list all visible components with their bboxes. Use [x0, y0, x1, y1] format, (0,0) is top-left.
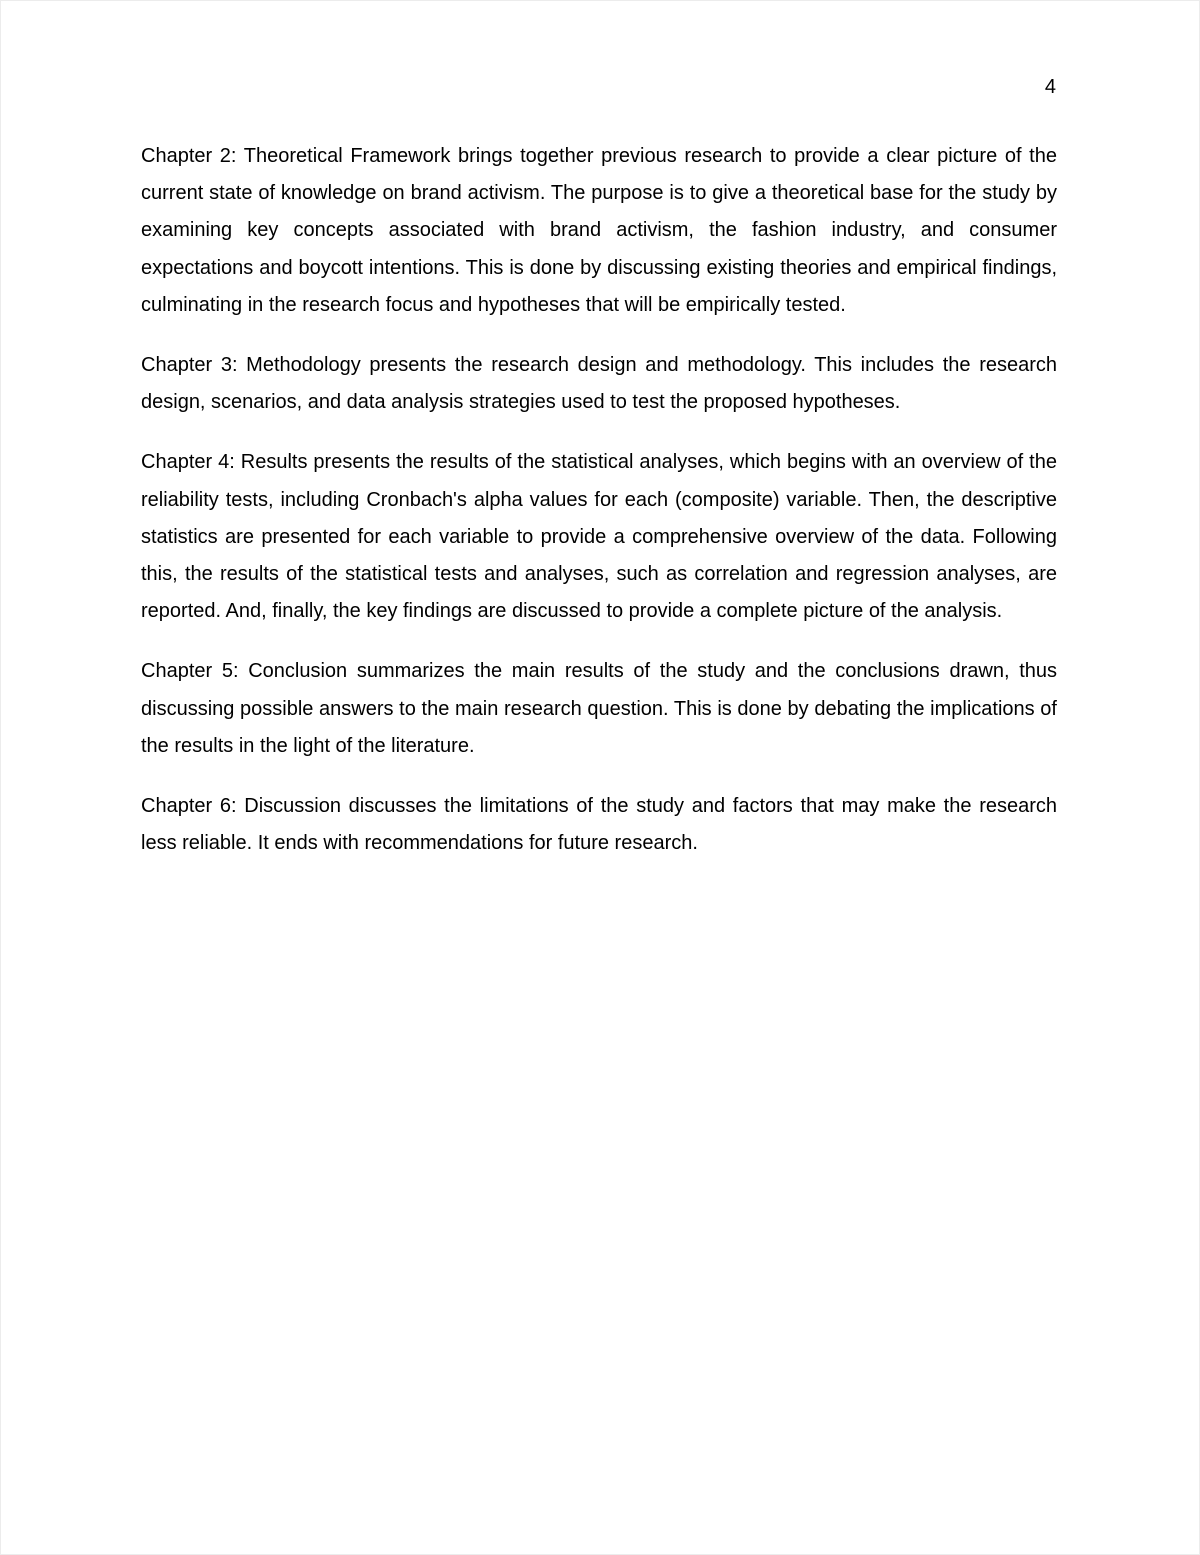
page-number: 4: [1044, 76, 1056, 98]
paragraph-chapter-6: Chapter 6: Discussion discusses the limitations of the study and factors that may make the research less reliable. It ends with recommendations for future research.: [141, 795, 1057, 855]
paragraph-chapter-5: Chapter 5: Conclusion summarizes the main results of the study and the conclusions drawn, thus discussing possible answers to the main research question. This is done by debating the implications of the results in the light of the literature.: [141, 660, 1057, 757]
body-text: [141, 138, 1057, 885]
paragraph-chapter-4: Chapter 4: Results presents the results of the statistical analyses, which begins with an overview of the reliability tests, including Cronbach's alpha values for each (composite) variable. Then, the descriptive statistics are presented for each variable to provide a comprehensive overview of the data. Following this, the results of the statistical tests and analyses, such as correlation and regression analyses, are reported. And, finally, the key findings are discussed to provide a complete picture of the analysis.: [141, 451, 1057, 623]
paragraph-chapter-3: Chapter 3: Methodology presents the research design and methodology. This includes the research design, scenarios, and data analysis strategies used to test the proposed hypotheses.: [141, 354, 1057, 414]
paragraph-chapter-2: Chapter 2: Theoretical Framework brings together previous research to provide a clear picture of the current state of knowledge on brand activism. The purpose is to give a theoretical base for the study by examining key concepts associated with brand activism, the fashion industry, and consumer expectations and boycott intentions. This is done by discussing existing theories and empirical findings, culminating in the research focus and hypotheses that will be empirically tested.: [141, 145, 1057, 316]
